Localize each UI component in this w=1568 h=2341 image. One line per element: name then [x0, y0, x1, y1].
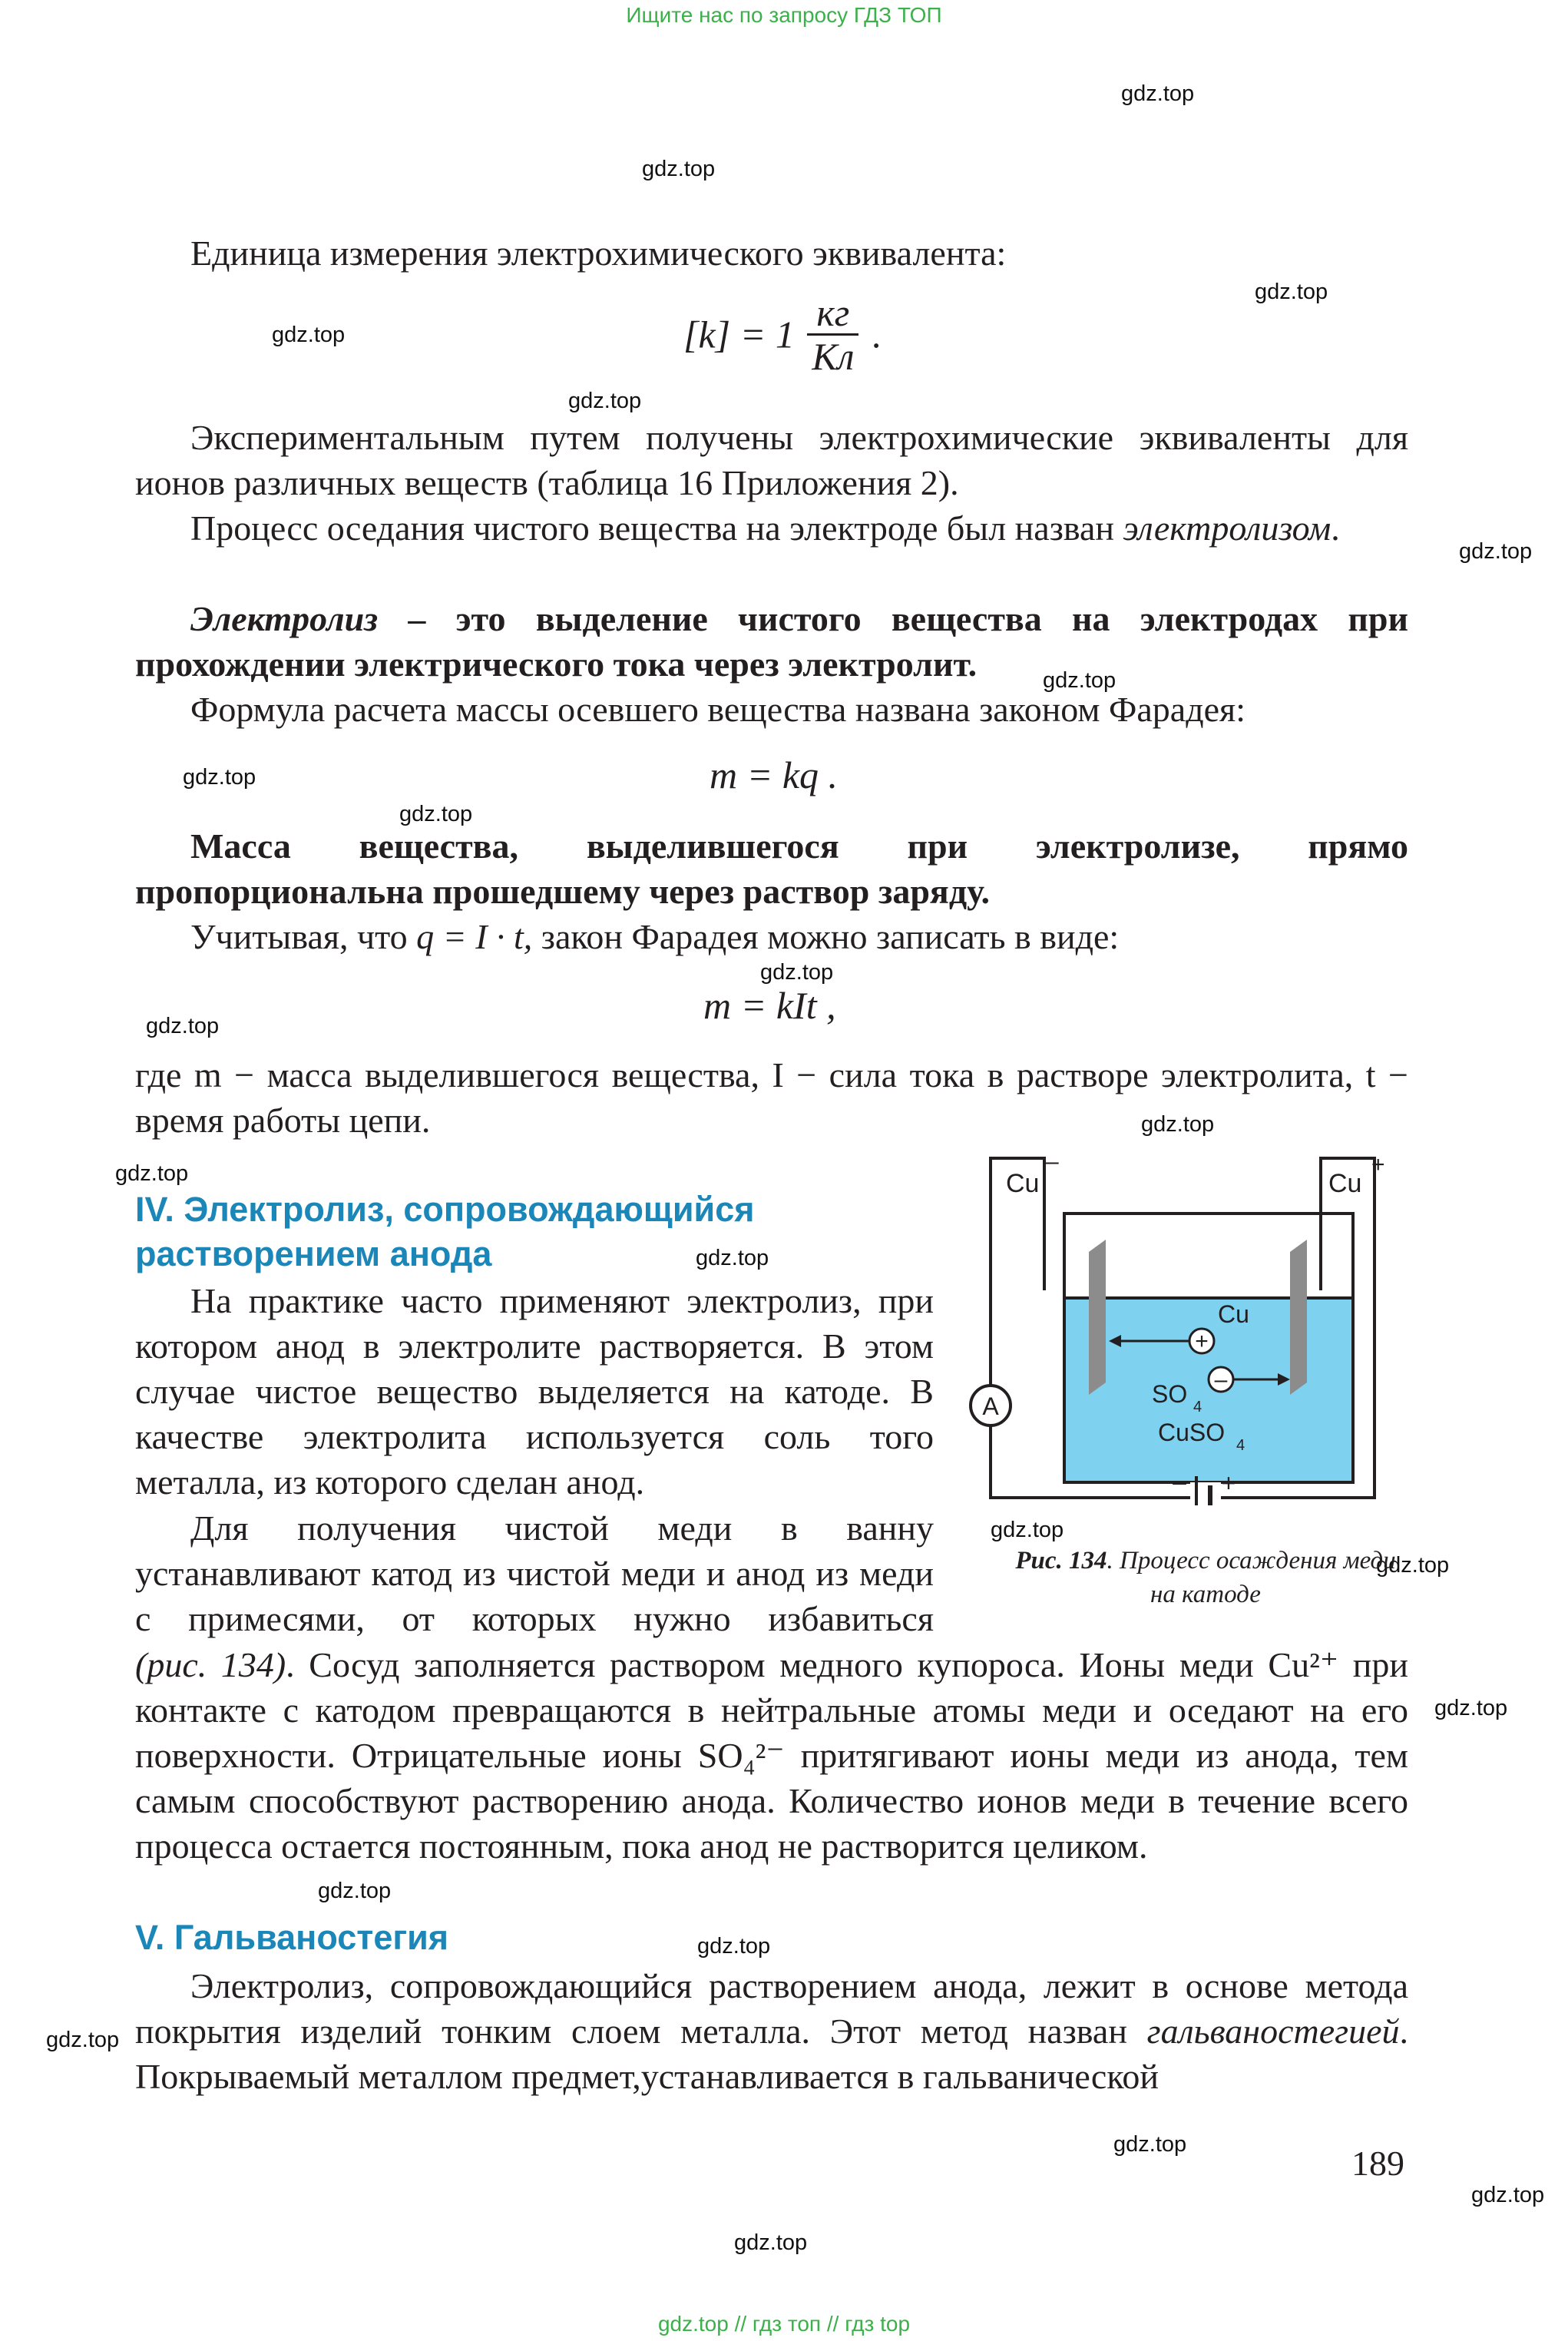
watermark: gdz.top — [115, 1161, 189, 1186]
paragraph-copper-part2 — [135, 1642, 1408, 1869]
galv-text-b: . Покрываемый металлом предмет,устанавливается в гальванической — [135, 2012, 1408, 2096]
anode-sign: + — [1371, 1152, 1385, 1177]
paragraph-experimental: Экспериментальным путем получены электрохимические эквиваленты для ионов различных веществ (таблица 16 Приложения 2). — [135, 418, 1408, 502]
watermark: gdz.top — [1459, 539, 1533, 564]
watermark: gdz.top — [318, 1879, 392, 1903]
copper-text: . Сосуд заполняется раствором медного купороса. Ионы меди Cu²⁺ при контакте с катодом превращаются в нейтральные атомы меди и оседают на его поверхности. Отрицательные ионы SO₄²⁻ притягивают ионы меди из анода, тем самым способствуют растворению анода. Количество ионов меди в течение всего процесса остается постоянным, пока анод не растворится целиком. — [135, 1645, 1408, 1866]
watermark: gdz.top — [1043, 668, 1116, 693]
formula-m-kq: m = kq . — [710, 753, 839, 796]
formula-unit-numerator: кг — [807, 292, 858, 336]
definition-electrolysis — [135, 596, 1408, 687]
watermark: gdz.top — [399, 802, 473, 826]
paragraph-where: где m − масса выделившегося вещества, I − сила тока в растворе электролита, t − время работы цепи. — [135, 1055, 1408, 1140]
definition-text: – это выделение чистого вещества на электродах при прохождении электрического тока через электролит. — [135, 599, 1408, 684]
watermark: gdz.top — [642, 157, 716, 181]
solution-label: CuSO — [1158, 1419, 1226, 1446]
formula-unit-left: [k] = 1 — [683, 313, 795, 356]
figure-caption — [1006, 1544, 1405, 1611]
watermark: gdz.top — [1113, 2132, 1187, 2157]
watermark: gdz.top — [46, 2028, 120, 2052]
cation-label: Cu — [1218, 1300, 1249, 1328]
anion-charge: – — [1214, 1367, 1228, 1392]
cation-charge: + — [1195, 1329, 1209, 1354]
given-text-a: Учитывая, что — [190, 917, 417, 956]
watermark: gdz.top — [734, 2230, 808, 2255]
ammeter-label: A — [982, 1392, 999, 1420]
paragraph-process — [135, 505, 1408, 551]
solution-subscript: 4 — [1236, 1437, 1245, 1454]
watermark: gdz.top — [183, 765, 256, 790]
watermark: gdz.top — [1471, 2183, 1545, 2207]
process-term: электролизом — [1123, 508, 1331, 548]
watermark: gdz.top — [272, 323, 346, 347]
watermark: gdz.top — [1255, 280, 1328, 304]
watermark: gdz.top — [1376, 1553, 1450, 1578]
paragraph-copper-part1: Для получения чистой меди в ванну устанавливают катод из чистой меди и анод из меди с примесями, от которых нужно избавиться — [135, 1508, 934, 1638]
paragraph-unit-intro: Единица измерения электрохимического эквивалента: — [190, 233, 1007, 273]
figure-reference: (рис. 134) — [135, 1645, 286, 1684]
search-banner[interactable]: Ищите нас по запросу ГДЗ ТОП — [626, 3, 942, 27]
galv-text-a: Электролиз, сопровождающийся растворением анода, лежит в основе метода покрытия изделий тонким слоем металла. Этот метод назван — [135, 1966, 1408, 2051]
anode-electrode — [1290, 1240, 1307, 1395]
watermark: gdz.top — [1434, 1696, 1508, 1720]
formula-m-kit: m = kIt , — [703, 984, 836, 1027]
definition-term: Электролиз — [190, 599, 379, 638]
anion-subscript: 4 — [1193, 1399, 1202, 1416]
formula-unit-end: . — [871, 313, 882, 356]
cathode-electrode — [1089, 1240, 1106, 1395]
watermark: gdz.top — [1141, 1112, 1215, 1137]
watermark: gdz.top — [991, 1518, 1064, 1542]
heading-section-4-line2: растворением анода — [135, 1234, 492, 1273]
battery-plus: + — [1221, 1469, 1236, 1497]
cathode-label: Cu — [1006, 1169, 1040, 1198]
caption-number: Рис. 134 — [1015, 1547, 1107, 1574]
law-faraday: Масса вещества, выделившегося при электролизе, прямо пропорциональна прошедшему через раствор заряду. — [135, 826, 1408, 911]
formula-unit — [683, 292, 881, 377]
heading-section-5: V. Гальваностегия — [135, 1918, 449, 1957]
galv-term: гальваностегией — [1146, 2012, 1400, 2051]
watermark: gdz.top — [1121, 81, 1195, 106]
watermark: gdz.top — [760, 960, 834, 985]
paragraph-given — [135, 914, 1408, 959]
paragraph-galvanostegy — [135, 1963, 1408, 2099]
watermark: gdz.top — [696, 1246, 769, 1270]
paragraph-formula-intro: Формула расчета массы осевшего вещества названа законом Фарадея: — [190, 690, 1245, 729]
electrolysis-diagram — [944, 1144, 1421, 1505]
anion-label: SO — [1152, 1380, 1188, 1408]
watermark: gdz.top — [697, 1934, 771, 1959]
formula-unit-denominator: Кл — [812, 335, 855, 378]
formula-unit-fraction — [807, 292, 858, 377]
process-end: . — [1331, 508, 1340, 548]
footer-links[interactable]: gdz.top // гдз топ // гдз top — [657, 2312, 911, 2336]
paragraph-practice: На практике часто применяют электролиз, при котором анод в электролите растворяется. В этом случае чистое вещество выделяется на катоде. В качестве электролита используется соль того металла, из которого сделан анод. — [135, 1281, 934, 1502]
caption-text: . Процесс осаждения меди на катоде — [1107, 1547, 1396, 1608]
heading-section-4-line1: IV. Электролиз, сопровождающийся — [135, 1190, 755, 1229]
battery-minus: – — [1173, 1468, 1186, 1495]
given-formula: q = I · t, — [416, 917, 533, 956]
electrolyte-solution — [1066, 1298, 1351, 1481]
cathode-sign: – — [1046, 1149, 1059, 1174]
page-number: 189 — [1351, 2144, 1404, 2183]
anode-label: Cu — [1328, 1169, 1362, 1198]
watermark: gdz.top — [146, 1014, 220, 1038]
given-text-b: закон Фарадея можно записать в виде: — [532, 917, 1120, 956]
process-text: Процесс оседания чистого вещества на электроде был назван — [190, 508, 1123, 548]
watermark: gdz.top — [568, 389, 642, 413]
